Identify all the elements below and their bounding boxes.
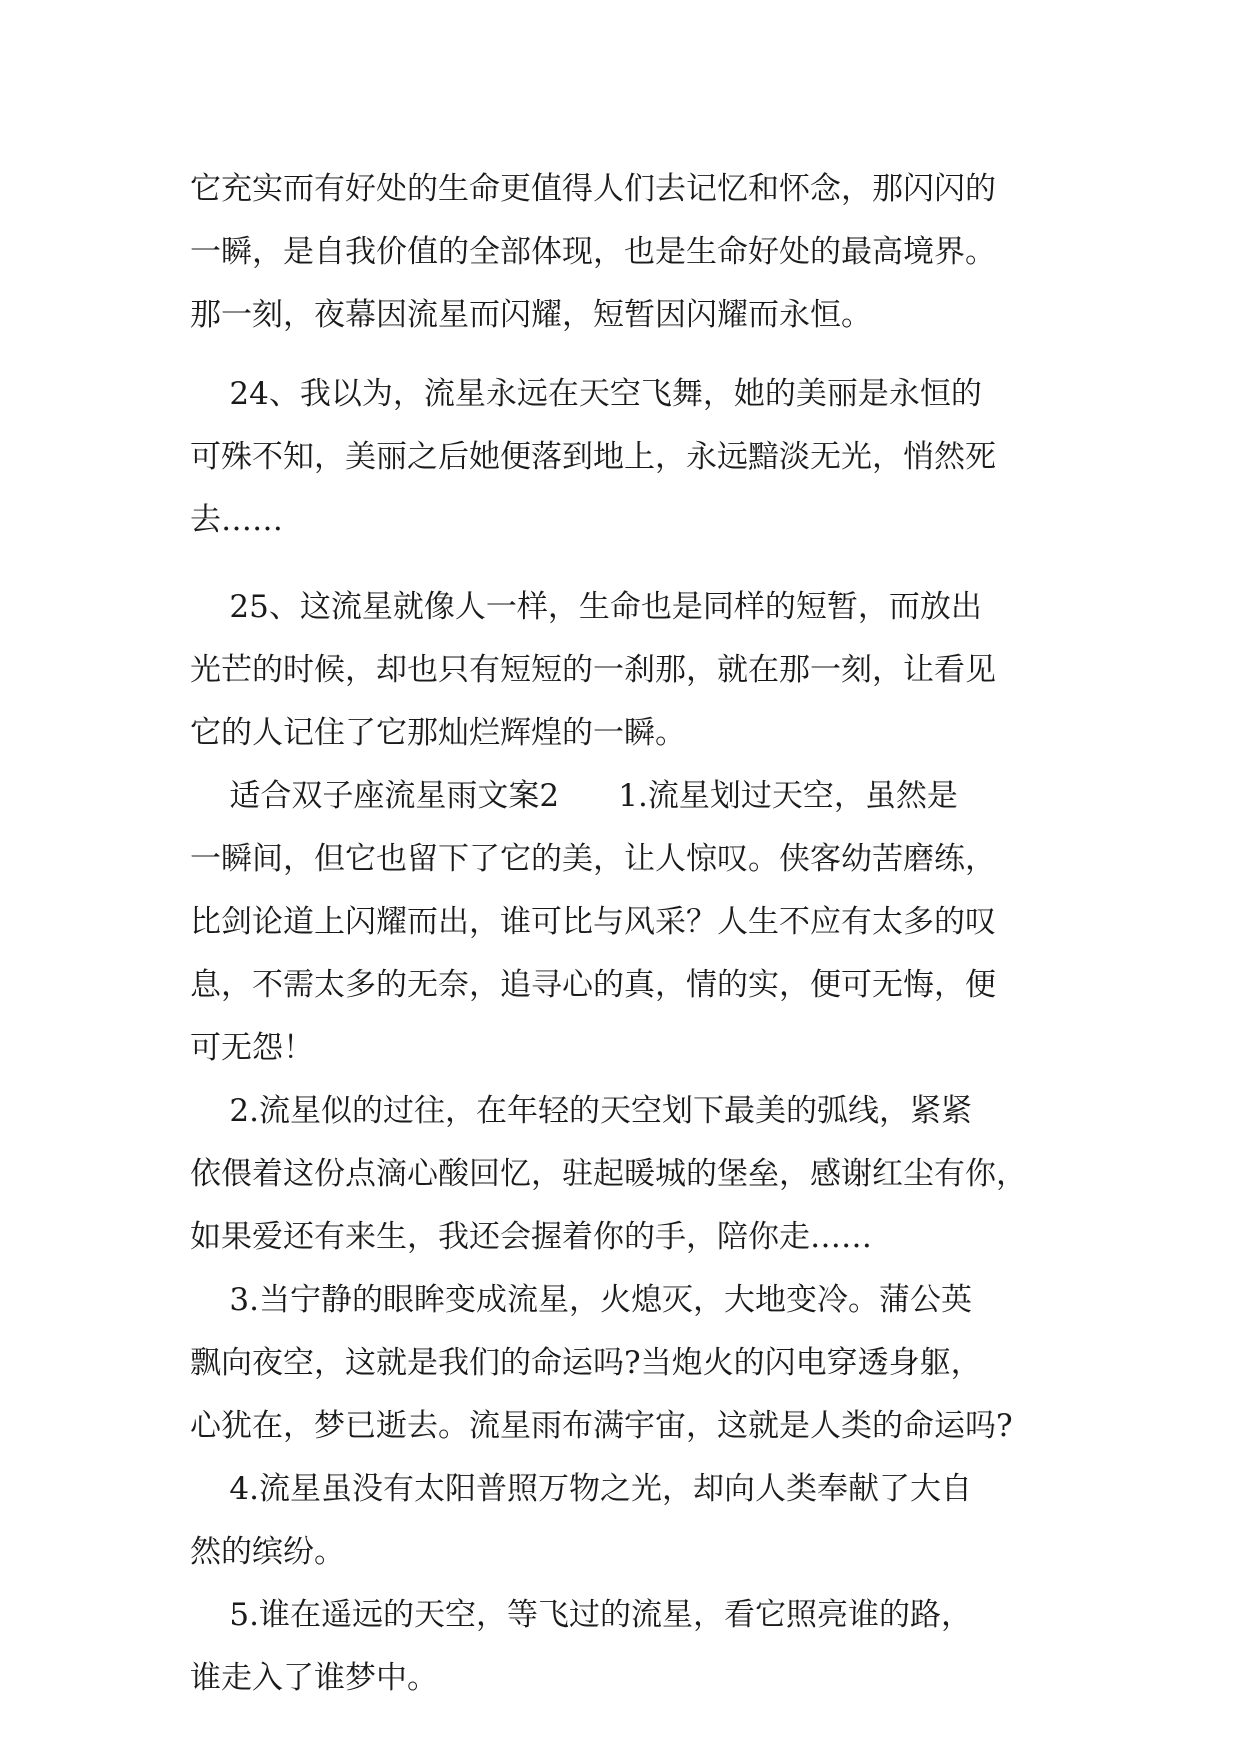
text-line: 它的人记住了它那灿烂辉煌的一瞬。: [190, 715, 686, 751]
text-line: 适合双子座流星雨文案2 1.流星划过天空，虽然是: [190, 778, 958, 814]
text-line: 可殊不知，美丽之后她便落到地上，永远黯淡无光，悄然死: [190, 439, 996, 475]
text-line: 去……: [190, 502, 283, 538]
text-line: 一瞬，是自我价值的全部体现，也是生命好处的最高境界。: [190, 234, 996, 270]
text-line: 一瞬间，但它也留下了它的美，让人惊叹。侠客幼苦磨练，: [190, 841, 996, 877]
text-line: 24、我以为，流星永远在天空飞舞，她的美丽是永恒的: [190, 376, 982, 412]
text-line: 息，不需太多的无奈，追寻心的真，情的实，便可无悔，便: [190, 967, 996, 1003]
text-line: 光芒的时候，却也只有短短的一刹那，就在那一刻，让看见: [190, 652, 996, 688]
text-line: 那一刻，夜幕因流星而闪耀，短暂因闪耀而永恒。: [190, 297, 872, 333]
text-line: 然的缤纷。: [190, 1534, 345, 1570]
text-line: 4.流星虽没有太阳普照万物之光，却向人类奉献了大自: [190, 1471, 972, 1507]
text-line: 25、这流星就像人一样，生命也是同样的短暂，而放出: [190, 589, 982, 625]
text-line: 5.谁在遥远的天空，等飞过的流星，看它照亮谁的路，: [190, 1597, 972, 1633]
text-line: 2.流星似的过往，在年轻的天空划下最美的弧线，紧紧: [190, 1093, 972, 1129]
text-line: 它充实而有好处的生命更值得人们去记忆和怀念，那闪闪的: [190, 171, 996, 207]
text-line: 如果爱还有来生，我还会握着你的手，陪你走……: [190, 1219, 872, 1255]
text-line: 谁走入了谁梦中。: [190, 1660, 438, 1696]
document-body: [190, 158, 1050, 1710]
text-line: 飘向夜空，这就是我们的命运吗?当炮火的闪电穿透身躯，: [190, 1345, 982, 1381]
text-line: 心犹在，梦已逝去。流星雨布满宇宙，这就是人类的命运吗?: [190, 1408, 1013, 1444]
text-line: 3.当宁静的眼眸变成流星，火熄灭，大地变冷。蒲公英: [190, 1282, 972, 1318]
text-line: 比剑论道上闪耀而出，谁可比与风采？人生不应有太多的叹: [190, 904, 996, 940]
text-line: 依偎着这份点滴心酸回忆，驻起暖城的堡垒，感谢红尘有你，: [190, 1156, 1027, 1192]
text-line: 可无怨！: [190, 1030, 314, 1066]
